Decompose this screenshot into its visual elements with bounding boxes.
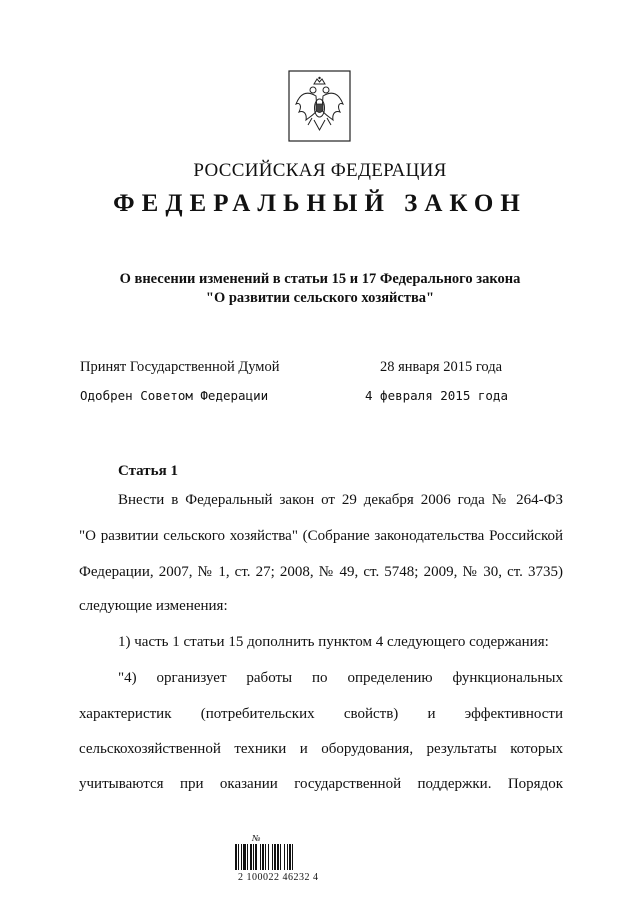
article-line: Федерации, 2007, № 1, ст. 27; 2008, № 49, ст. 5748; 2009, № 30, ст. 3735) <box>79 564 563 580</box>
duma-adoption-row <box>80 359 503 376</box>
article-line: сельскохозяйственной техники и оборудования, результаты которых <box>79 741 563 757</box>
country-title: РОССИЙСКАЯ ФЕДЕРАЦИЯ <box>193 160 447 181</box>
barcode-number: 2 100022 46232 4 <box>238 872 319 883</box>
article-line: характеристик (потребительских свойств) и эффективности <box>79 706 563 722</box>
council-label: Одобрен Советом Федерации <box>80 388 269 403</box>
law-subject <box>0 270 640 308</box>
law-subject-line: "О развитии сельского хозяйства" <box>205 290 435 306</box>
duma-date: 28 января 2015 года <box>380 359 503 375</box>
article-line: "4) организует работы по определению функциональных <box>118 670 563 686</box>
article-line: следующие изменения: <box>79 598 228 614</box>
law-subject-line: О внесении изменений в статьи 15 и 17 Федерального закона <box>119 271 521 287</box>
law-type-title: ФЕДЕРАЛЬНЫЙ ЗАКОН <box>113 190 527 217</box>
council-date: 4 февраля 2015 года <box>365 388 508 403</box>
coat-of-arms-icon <box>288 70 351 142</box>
article-line: 1) часть 1 статьи 15 дополнить пунктом 4 следующего содержания: <box>118 634 549 650</box>
article-line: учитываются при оказании государственной поддержки. Порядок <box>79 776 563 792</box>
council-approval-row <box>80 388 508 403</box>
barcode-mark: № <box>252 833 261 843</box>
article-line: Внести в Федеральный закон от 29 декабря 2006 года № 264-ФЗ <box>118 492 563 508</box>
article-heading: Статья 1 <box>118 463 178 479</box>
barcode-icon <box>235 844 309 870</box>
duma-label: Принят Государственной Думой <box>80 359 280 375</box>
article-line: "О развитии сельского хозяйства" (Собрание законодательства Российской <box>79 528 563 544</box>
